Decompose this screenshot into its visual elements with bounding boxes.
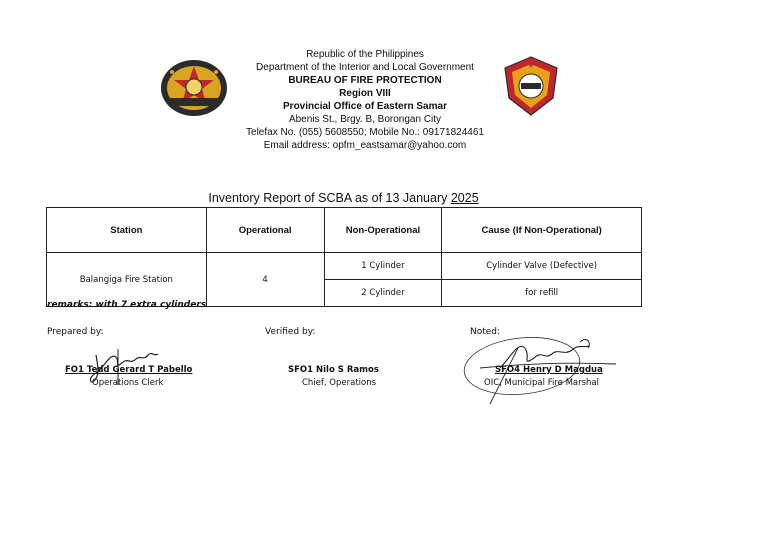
header-station: Station xyxy=(47,208,207,253)
prepared-by-name: FO1 Tedd Gerard T Pabello xyxy=(65,365,193,375)
verified-by-name: SFO1 Nilo S Ramos xyxy=(288,365,379,375)
noted-label: Noted: xyxy=(470,327,501,337)
prepared-by-position: Operations Clerk xyxy=(92,378,164,388)
cell-cause: for refill xyxy=(442,280,642,307)
header-line-bureau: BUREAU OF FIRE PROTECTION xyxy=(288,75,442,86)
header-line-provincial-office: Provincial Office of Eastern Samar xyxy=(283,101,447,112)
header-operational: Operational xyxy=(206,208,324,253)
cell-cause: Cylinder Valve (Defective) xyxy=(442,253,642,280)
noted-name: SFO4 Henry D Magdua xyxy=(495,365,603,375)
header-line-address: Abenis St., Brgy. B, Borongan City xyxy=(288,114,442,125)
cell-non-operational: 2 Cylinder xyxy=(324,280,442,307)
header-line-telefax: Telefax No. (055) 5608550; Mobile No.: 09171824461 xyxy=(246,127,484,138)
header-line-department: Department of the Interior and Local Government xyxy=(256,62,474,73)
report-title-year: 2025 xyxy=(450,191,479,205)
table-row xyxy=(47,253,642,280)
verified-by-position: Chief, Operations xyxy=(302,378,377,388)
report-title-text: Inventory Report of SCBA as of 13 January xyxy=(208,191,451,205)
cell-station: Balangiga Fire Station xyxy=(47,253,207,307)
header-non-operational: Non-Operational xyxy=(324,208,442,253)
header-line-email: Email address: opfm_eastsamar@yahoo.com xyxy=(263,140,467,151)
header-cause: Cause (If Non-Operational) xyxy=(442,208,642,253)
verified-by-label: Verified by: xyxy=(265,327,316,337)
header-line-republic: Republic of the Philippines xyxy=(306,49,424,60)
bfp-seal-logo xyxy=(497,54,565,118)
report-title xyxy=(46,191,641,205)
cell-operational: 4 xyxy=(206,253,324,307)
letterhead xyxy=(230,48,500,152)
table-header-row xyxy=(47,208,642,253)
noted-position: OIC, Municipal Fire Marshal xyxy=(484,378,600,388)
inventory-table xyxy=(46,207,642,307)
cell-non-operational: 1 Cylinder xyxy=(324,253,442,280)
prepared-by-label: Prepared by: xyxy=(47,327,104,337)
header-line-region: Region VIII xyxy=(339,88,391,99)
bfp-eastern-samar-logo xyxy=(158,58,230,118)
remarks: remarks: with 7 extra cylinders xyxy=(47,300,207,310)
